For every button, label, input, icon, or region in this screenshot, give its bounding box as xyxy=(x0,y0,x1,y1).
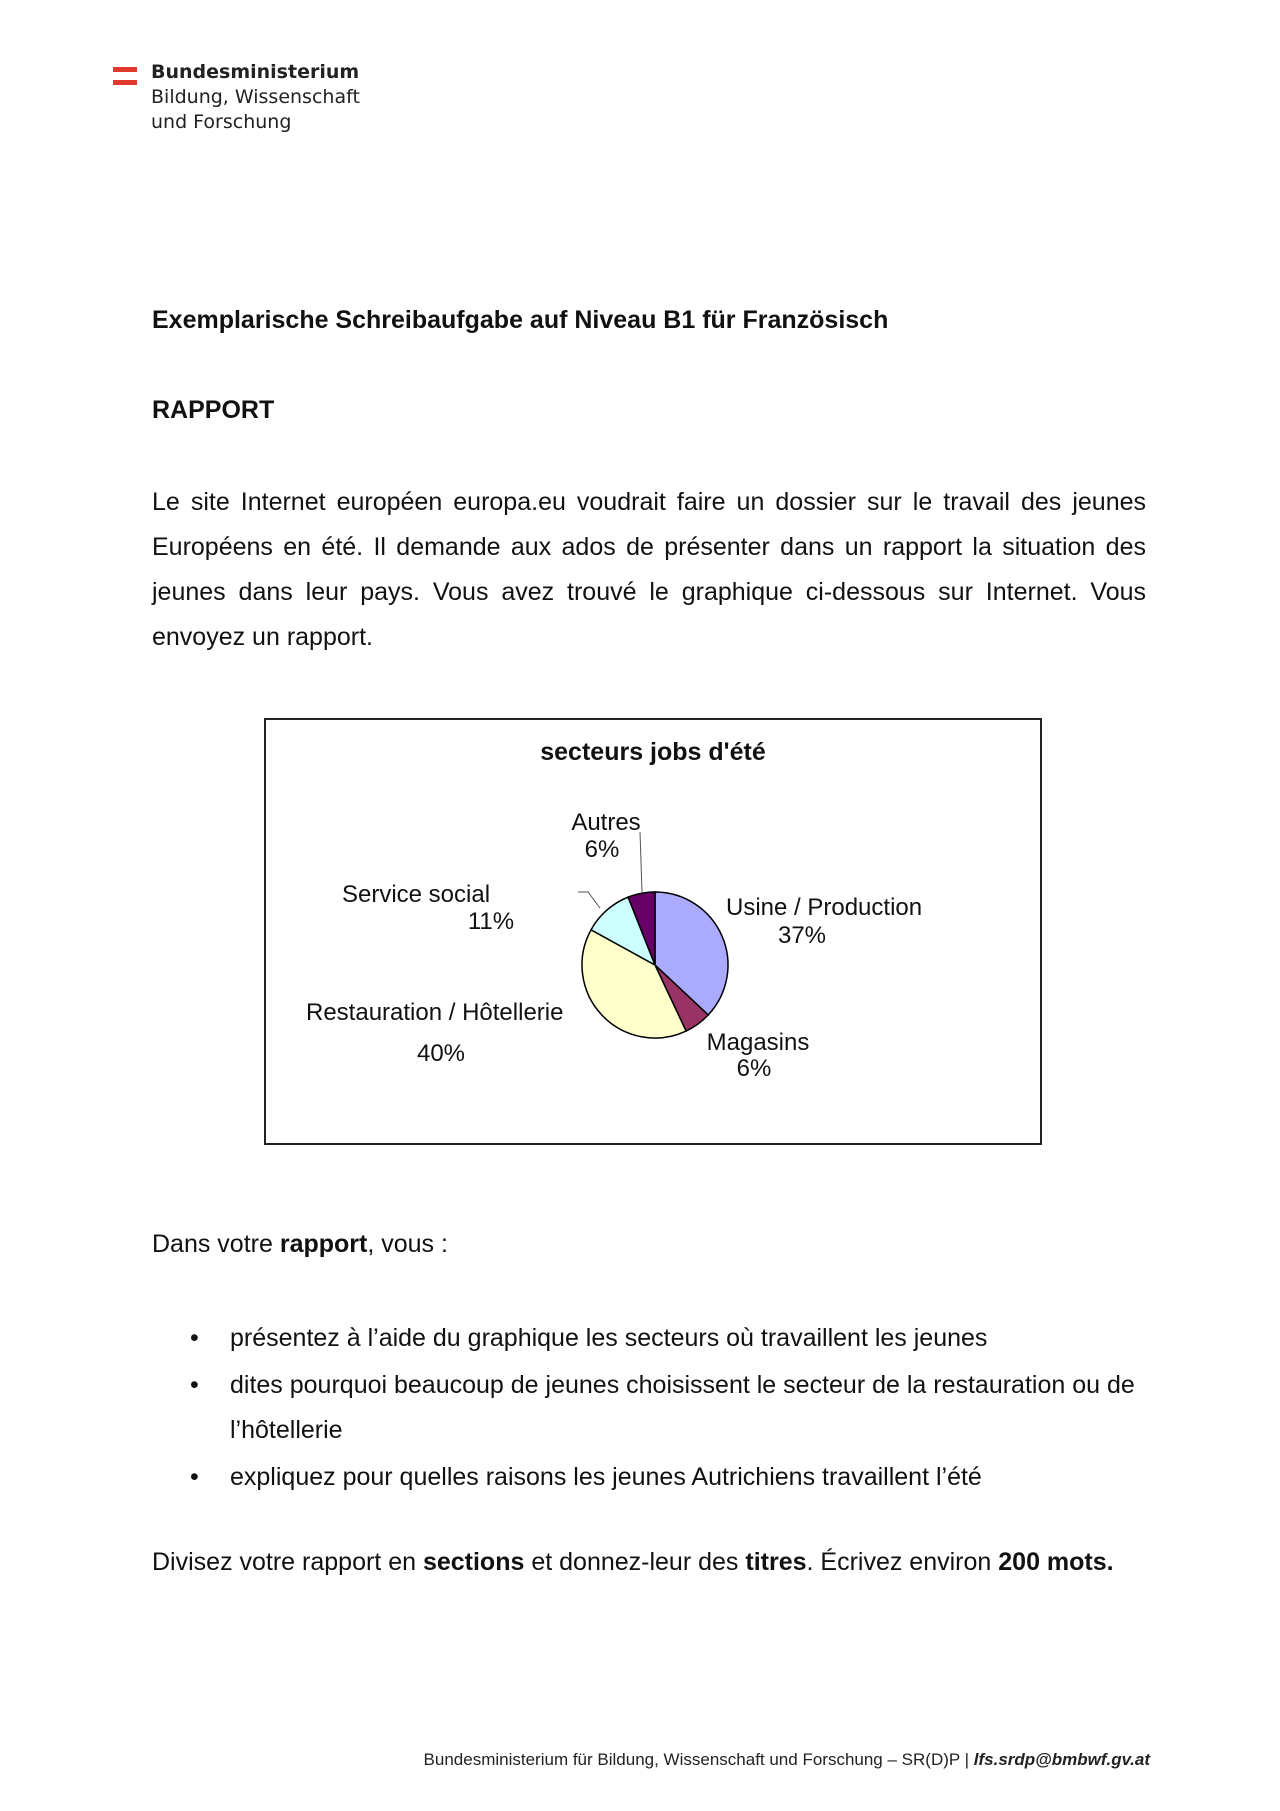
slice-label-magasins: Magasins xyxy=(706,1029,810,1056)
task-list xyxy=(152,1316,1146,1502)
list-item: • présentez à l’aide du graphique les secteurs où travaillent les jeunes xyxy=(152,1316,1146,1361)
slice-label-restauration-hotellerie: Restauration / Hôtellerie xyxy=(306,999,564,1026)
intro-paragraph: Le site Internet européen europa.eu voudrait faire un dossier sur le travail des jeunes Européens en été. Il demande aux ados de présenter dans un rapport la situation des jeunes dans leur pays. Vous avez trouvé le graphique ci-dessous sur Internet. Vous envoyez un rapport. xyxy=(152,488,1146,651)
instructions-lead: Dans votre rapport, vous : xyxy=(152,1230,448,1258)
slice-label-service-social: Service social xyxy=(341,881,491,908)
ministry-name: Bundesministerium Bildung, Wissenschaft und Forschung xyxy=(151,61,360,133)
contact-email[interactable]: lfs.srdp@bmbwf.gv.at xyxy=(973,1750,1150,1769)
closing-instruction: Divisez votre rapport en sections et donnez-leur des titres. Écrivez environ 200 mots. xyxy=(152,1548,1114,1576)
chart-title: secteurs jobs d'été xyxy=(540,738,766,766)
pie-chart xyxy=(264,718,1042,1145)
bullet-icon: • xyxy=(190,1371,199,1399)
page-footer: Bundesministerium für Bildung, Wissenschaft und Forschung – SR(D)P | lfs.srdp@bmbwf.gv.at xyxy=(423,1750,1150,1769)
section-heading: RAPPORT xyxy=(152,396,275,424)
slice-value-service-social: 11% xyxy=(467,908,515,935)
slice-value-restauration-hotellerie: 40% xyxy=(416,1040,466,1067)
bullet-icon: • xyxy=(190,1463,199,1491)
list-item: • dites pourquoi beaucoup de jeunes choisissent le secteur de la restauration ou de l’hôtellerie xyxy=(152,1363,1146,1453)
slice-value-magasins: 6% xyxy=(736,1055,772,1082)
list-item: • expliquez pour quelles raisons les jeunes Autrichiens travaillent l’été xyxy=(152,1455,1146,1500)
pie-chart-svg xyxy=(266,720,1040,1143)
leader-line-service-social xyxy=(578,892,600,908)
slice-value-autres: 6% xyxy=(584,836,620,863)
document-title: Exemplarische Schreibaufgabe auf Niveau B1 für Französisch xyxy=(152,306,889,334)
bullet-icon: • xyxy=(190,1324,199,1352)
slice-value-usine-production: 37% xyxy=(777,922,827,949)
austria-flag-icon xyxy=(113,67,137,88)
slice-label-usine-production: Usine / Production xyxy=(726,894,923,921)
leader-line-autres xyxy=(640,832,642,892)
keyword-rapport: rapport xyxy=(279,1230,368,1258)
slice-label-autres: Autres xyxy=(571,809,641,836)
